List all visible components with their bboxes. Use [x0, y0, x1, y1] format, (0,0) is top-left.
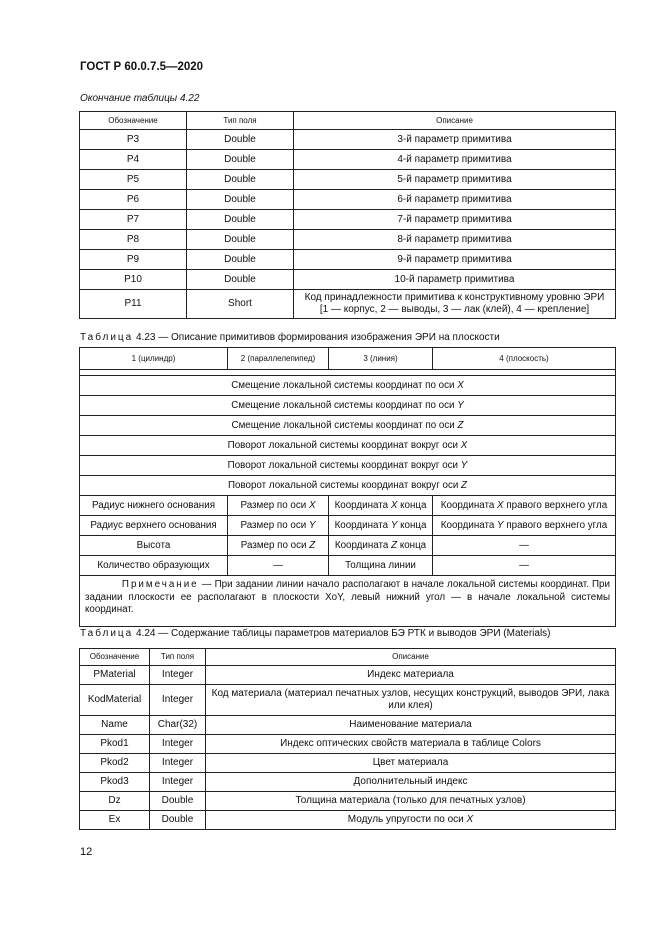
- cell: P7: [80, 210, 187, 230]
- cell-text: Смещение локальной системы координат по оси: [231, 419, 455, 431]
- page-number: 12: [80, 846, 93, 858]
- cell-text: Координата: [334, 519, 389, 531]
- note-label: Примечание: [121, 579, 199, 590]
- cell: Толщина линии: [329, 556, 433, 576]
- cell-text: правого верхнего угла: [506, 499, 608, 511]
- cell-text: Смещение локальной системы координат по оси: [231, 379, 455, 391]
- cell: [80, 436, 616, 456]
- cell: P3: [80, 130, 187, 150]
- axis-label: X: [390, 499, 398, 511]
- cell: Integer: [150, 754, 206, 773]
- table-caption: [80, 332, 500, 343]
- cell: KodMaterial: [80, 685, 150, 716]
- cell: —: [433, 536, 616, 556]
- cell: [329, 496, 433, 516]
- table-row: [80, 496, 616, 516]
- cell: [228, 516, 329, 536]
- column-header: Описание: [294, 112, 616, 130]
- table-4-24: [79, 648, 616, 830]
- cell: 5-й параметр примитива: [294, 170, 616, 190]
- cell: Наименование материала: [206, 716, 616, 735]
- cell: Индекс оптических свойств материала в таблице Colors: [206, 735, 616, 754]
- table-row: [80, 190, 616, 210]
- cell: [80, 376, 616, 396]
- table-row: [80, 536, 616, 556]
- cell: Double: [187, 270, 294, 290]
- column-header: 2 (параллелепипед): [228, 348, 329, 370]
- table-row: [80, 456, 616, 476]
- column-header: Обозначение: [80, 649, 150, 666]
- cell: 8-й параметр примитива: [294, 230, 616, 250]
- table-row: [80, 773, 616, 792]
- caption-label: Таблица: [80, 628, 134, 639]
- cell: Double: [150, 811, 206, 830]
- column-header: 1 (цилиндр): [80, 348, 228, 370]
- axis-label: Y: [457, 399, 464, 411]
- cell: 10-й параметр примитива: [294, 270, 616, 290]
- cell: Integer: [150, 685, 206, 716]
- cell: Pkod3: [80, 773, 150, 792]
- cell: P6: [80, 190, 187, 210]
- table-row: [80, 792, 616, 811]
- table-row: [80, 396, 616, 416]
- cell: Количество образующих: [80, 556, 228, 576]
- cell: Радиус нижнего основания: [80, 496, 228, 516]
- cell-text: конца: [400, 499, 427, 511]
- cell: Толщина материала (только для печатных узлов): [206, 792, 616, 811]
- column-header: 3 (линия): [329, 348, 433, 370]
- cell: [433, 496, 616, 516]
- cell: [80, 456, 616, 476]
- cell: Double: [150, 792, 206, 811]
- table-row: [80, 290, 616, 319]
- table-header-row: [80, 348, 616, 370]
- table-header-row: [80, 649, 616, 666]
- table-row: [80, 716, 616, 735]
- cell: [80, 396, 616, 416]
- cell-text: конца: [399, 539, 427, 551]
- table-row: [80, 376, 616, 396]
- table-note: [80, 576, 616, 627]
- cell: [228, 496, 329, 516]
- cell: Dz: [80, 792, 150, 811]
- cell: Double: [187, 230, 294, 250]
- table-header-row: [80, 112, 616, 130]
- axis-label: X: [460, 439, 468, 451]
- cell: [294, 290, 616, 319]
- table-row: [80, 416, 616, 436]
- axis-label: X: [457, 379, 464, 391]
- table-row: [80, 436, 616, 456]
- cell: Double: [187, 170, 294, 190]
- cell: Double: [187, 250, 294, 270]
- cell-line: Код принадлежности примитива к конструктивному уровню ЭРИ: [304, 292, 605, 303]
- axis-label: Y: [497, 519, 504, 531]
- table-row: [80, 666, 616, 685]
- table-row: [80, 754, 616, 773]
- cell: [80, 416, 616, 436]
- table-4-23: [79, 347, 616, 627]
- column-header: Тип поля: [150, 649, 206, 666]
- cell-text: Модуль упругости по оси: [347, 814, 464, 825]
- cell: [329, 516, 433, 536]
- axis-label: Y: [308, 519, 316, 531]
- cell-text: Координата: [334, 539, 389, 551]
- cell: Double: [187, 150, 294, 170]
- axis-label: X: [466, 814, 474, 825]
- axis-label: Z: [461, 479, 468, 491]
- cell: Цвет материала: [206, 754, 616, 773]
- cell: Name: [80, 716, 150, 735]
- table-4-22: [79, 111, 616, 319]
- table-row: [80, 516, 616, 536]
- column-header: 4 (плоскость): [433, 348, 616, 370]
- table-caption: Окончание таблицы 4.22: [80, 93, 200, 104]
- cell-text: конца: [400, 519, 427, 531]
- document-header: ГОСТ Р 60.0.7.5—2020: [80, 61, 204, 73]
- column-header: Обозначение: [80, 112, 187, 130]
- cell: 9-й параметр примитива: [294, 250, 616, 270]
- axis-label: X: [497, 499, 504, 511]
- note-text: — При задании линии начало располагают в начале локальной системы координат. При задании плоскости ее располагают в плоскости XoY, левый нижний угол — в начале локальной системы координат.: [85, 579, 610, 615]
- note-row: [80, 576, 616, 627]
- cell: Радиус верхнего основания: [80, 516, 228, 536]
- cell: [433, 516, 616, 536]
- cell-text: Размер по оси: [240, 539, 307, 551]
- table-row: [80, 270, 616, 290]
- table-row: [80, 685, 616, 716]
- cell: P5: [80, 170, 187, 190]
- cell-line: [1 — корпус, 2 — выводы, 3 — лак (клей), 4 — крепление]: [319, 304, 590, 315]
- cell-text: Размер по оси: [240, 499, 307, 511]
- column-header: Тип поля: [187, 112, 294, 130]
- caption-label: Таблица: [80, 332, 134, 343]
- table-row: [80, 230, 616, 250]
- cell: Integer: [150, 666, 206, 685]
- cell-text: Координата: [440, 499, 495, 511]
- cell: —: [228, 556, 329, 576]
- table-row: [80, 150, 616, 170]
- cell-text: правого верхнего угла: [506, 519, 608, 531]
- table-row: [80, 250, 616, 270]
- cell: —: [433, 556, 616, 576]
- cell: 4-й параметр примитива: [294, 150, 616, 170]
- cell: [228, 536, 329, 556]
- axis-label: Y: [460, 459, 468, 471]
- axis-label: Z: [391, 539, 398, 551]
- cell: P9: [80, 250, 187, 270]
- cell-text: Поворот локальной системы координат вокруг оси: [227, 479, 459, 491]
- table-row: [80, 476, 616, 496]
- cell-text: Смещение локальной системы координат по оси: [231, 399, 455, 411]
- axis-label: X: [308, 499, 316, 511]
- cell: P8: [80, 230, 187, 250]
- cell: P11: [80, 290, 187, 319]
- cell-text: Поворот локальной системы координат вокруг оси: [227, 459, 459, 471]
- cell: Код материала (материал печатных узлов, несущих конструкций, выводов ЭРИ, лака или клея): [206, 685, 616, 716]
- cell: 7-й параметр примитива: [294, 210, 616, 230]
- cell: Pkod2: [80, 754, 150, 773]
- table-row: [80, 811, 616, 830]
- cell-text: Координата: [334, 499, 389, 511]
- caption-text: 4.23 — Описание примитивов формирования изображения ЭРИ на плоскости: [136, 332, 500, 343]
- cell: Double: [187, 210, 294, 230]
- table-row: [80, 735, 616, 754]
- cell: Integer: [150, 735, 206, 754]
- cell: [80, 476, 616, 496]
- cell: Высота: [80, 536, 228, 556]
- axis-label: Z: [457, 419, 464, 431]
- cell: P10: [80, 270, 187, 290]
- cell: Double: [187, 190, 294, 210]
- cell: Integer: [150, 773, 206, 792]
- cell: Pkod1: [80, 735, 150, 754]
- table-caption: [80, 628, 551, 639]
- cell: Дополнительный индекс: [206, 773, 616, 792]
- cell: [329, 536, 433, 556]
- cell: Ex: [80, 811, 150, 830]
- table-row: [80, 170, 616, 190]
- table-row: [80, 556, 616, 576]
- cell-text: Размер по оси: [240, 519, 307, 531]
- cell: Short: [187, 290, 294, 319]
- cell: P4: [80, 150, 187, 170]
- table-row: [80, 210, 616, 230]
- table-row: [80, 130, 616, 150]
- axis-label: Z: [309, 539, 316, 551]
- caption-text: 4.24 — Содержание таблицы параметров материалов БЭ РТК и выводов ЭРИ (Materials): [136, 628, 551, 639]
- cell: PMaterial: [80, 666, 150, 685]
- cell: Индекс материала: [206, 666, 616, 685]
- cell: 6-й параметр примитива: [294, 190, 616, 210]
- cell: Double: [187, 130, 294, 150]
- cell: 3-й параметр примитива: [294, 130, 616, 150]
- cell: Char(32): [150, 716, 206, 735]
- cell-text: Координата: [440, 519, 495, 531]
- column-header: Описание: [206, 649, 616, 666]
- axis-label: Y: [390, 519, 398, 531]
- cell: [206, 811, 616, 830]
- cell-text: Поворот локальной системы координат вокруг оси: [227, 439, 459, 451]
